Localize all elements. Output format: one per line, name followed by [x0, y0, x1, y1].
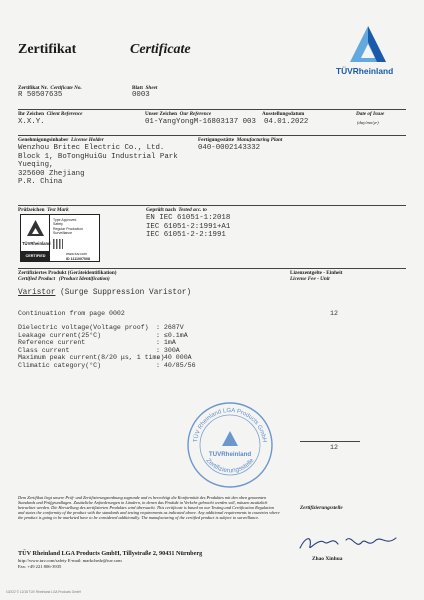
spec-key: Climatic category(°C)	[18, 361, 102, 369]
standards-label-de: Geprüft nach	[146, 207, 176, 213]
product-name: Varistor	[18, 289, 56, 297]
plant-label-de: Fertigungsstätte	[198, 137, 235, 143]
fee-value: 12	[330, 310, 338, 317]
fee-label-en: License Fee - Unit	[290, 276, 330, 282]
sheet-no: 0003	[132, 91, 150, 99]
client-ref: X.X.Y.	[18, 118, 45, 126]
plant-id: 040-0002143332	[198, 144, 261, 152]
spec-value: : 40/85/56	[156, 361, 196, 369]
fee-value-2: 12	[330, 444, 338, 451]
cert-no: R 50507635	[18, 91, 63, 99]
mark-label-de: Prüfzeichen	[18, 207, 45, 213]
product-label-en-a: Certified Product	[18, 276, 56, 282]
holder-line: Wenzhou Britec Electric Co., Ltd.	[18, 144, 165, 152]
standards-label-en: Tested acc. to	[178, 207, 207, 213]
seal-bottom-text: Zertifizierungsstelle	[204, 457, 256, 475]
spec-key: Class current	[18, 346, 70, 354]
spec-key: Reference current	[18, 339, 86, 347]
spec-row	[18, 332, 196, 340]
spec-value: : 40 000A	[156, 354, 192, 362]
standards-list	[146, 214, 230, 240]
spec-row	[18, 339, 196, 347]
badge-qr-icon	[53, 239, 63, 249]
cert-no-label-de: Zertifikat Nr.	[18, 85, 48, 91]
spec-list	[18, 324, 196, 370]
spec-row	[18, 362, 196, 370]
holder-label-en: License Holder	[71, 137, 104, 143]
standard-item: IEC 61051-2:1991+A1	[146, 222, 231, 231]
badge-line: Safety	[53, 222, 63, 227]
holder-line: Yueqing,	[18, 161, 54, 170]
badge-certified: CERTIFIED	[21, 251, 50, 262]
holder-line: 325600 Zhejiang	[18, 169, 85, 178]
issue-date: 04.01.2022	[264, 118, 309, 126]
standard-item: EN IEC 61051-1:2018	[146, 214, 231, 222]
test-mark-badge	[20, 214, 100, 262]
badge-url: www.tuv.com	[66, 252, 87, 256]
sheet-label-de: Blatt	[132, 85, 143, 91]
tiny-print: 10/222 © 12/18 TÜV Rheinland LGA Products GmbH	[6, 590, 81, 594]
our-ref: 01-YangYongM-16803137 003	[145, 118, 256, 126]
certification-seal	[185, 400, 275, 490]
divider	[18, 109, 406, 110]
plant-label-en: Manufacturing Plant	[236, 137, 283, 143]
fee-label-de: Lizenzentgelte - Einheit	[290, 270, 343, 276]
spec-value: : 300A	[156, 346, 180, 354]
tuv-logo-text: TÜVRheinland	[336, 66, 394, 76]
issued-label-de: Ausstellungsdatum	[262, 111, 305, 117]
title-de: Zertifikat	[18, 42, 77, 57]
fee-underline	[300, 441, 360, 442]
divider	[18, 268, 406, 269]
badge-line: Surveillance	[53, 231, 73, 236]
holder-address	[18, 144, 178, 187]
seal-logo-text: TÜVRheinland	[208, 451, 252, 458]
spec-key: Leakage current(25°C)	[18, 331, 102, 339]
company-contact-1: http://www.tuv.com/safety E-mail: markchedz@tuv.com	[18, 558, 122, 563]
company-address: TÜV Rheinland LGA Products GmbH, Tillystraße 2, 90431 Nürnberg	[18, 550, 203, 557]
product-name-suffix: (Surge Suppression Varistor)	[55, 289, 192, 297]
svg-text:Zertifizierungsstelle	[204, 457, 255, 475]
badge-line: Regular Production	[53, 226, 83, 231]
seal-top-text: TÜV Rheinland LGA Products GmbH	[193, 407, 267, 443]
spec-value: : 2687V	[156, 324, 184, 331]
sheet-label-en: Sheet	[145, 85, 158, 91]
our-ref-label-de: Unser Zeichen	[145, 111, 178, 117]
spec-value: : 1mA	[156, 339, 176, 347]
badge-logo-panel	[21, 215, 50, 251]
holder-line: P.R. China	[18, 178, 63, 187]
spec-row	[18, 324, 196, 332]
spec-value: : ≤0.1mA	[156, 331, 188, 339]
client-ref-label-en: Client Reference	[46, 111, 83, 117]
issue-date-label-en: Date of Issue	[356, 111, 385, 117]
tuv-triangle-icon	[328, 22, 408, 68]
seal-stamp-icon	[185, 400, 275, 490]
client-ref-label-de: Ihr Zeichen	[18, 111, 44, 117]
tuv-triangle-icon	[21, 218, 50, 240]
title-en: Certificate	[130, 42, 191, 57]
mark-label-en: Test Mark	[47, 207, 69, 213]
holder-line: Block 1, BoTongHuiGu Industrial Park	[18, 152, 178, 161]
divider	[18, 135, 406, 136]
badge-logo-text: TÜVRheinland	[22, 241, 51, 246]
divider	[18, 205, 406, 206]
spec-key: Maximum peak current(8/20 μs, 1 time)	[18, 354, 165, 362]
spec-row	[18, 347, 196, 355]
badge-lines	[53, 218, 83, 236]
cert-no-label-en: Certificate No.	[50, 85, 82, 91]
cert-body-label: Zertifizierungsstelle	[300, 505, 343, 511]
date-format: (day/mo/yr)	[357, 120, 379, 125]
product-label-en-b: (Product Identification)	[58, 276, 110, 282]
badge-line: Type Approved	[53, 218, 77, 222]
company-contact-2: Fax: +49 221 806-3935	[18, 564, 62, 569]
badge-id: ID 1111007008	[66, 256, 90, 261]
spec-key: Dielectric voltage(Voltage proof)	[18, 324, 149, 331]
product-name-line	[18, 289, 191, 297]
legal-text: Dem Zertifikat liegt unsere Prüf- und Zertifizierungsordnung zugrunde und es berechtigt die Konformität des Produktes mit den oben genannten Standards und Prüfgrundlagen. Zusätzliche Anforderungen in Ländern, in denen das Produkt in Verkehr gebracht werden soll, müssen zusätzlich betrachtet werden. Die Herstellung des zertifizierten Produktes wird überwacht. This certificate is based on our Testing and Certification Regulation and states the conformity of the product with the standards and testing requirements as indicated above. Any additional requirements in countries where the product is going to be marketed have to be considered additionally. The manufacturing of the certified product is subject to surveillance.	[18, 495, 280, 521]
our-ref-label-en: Our Reference	[179, 111, 212, 117]
standard-item: IEC 61051-2-2:1991	[146, 231, 226, 240]
continuation: Continuation from page 0002	[18, 310, 125, 317]
tuv-logo	[328, 22, 408, 82]
signature-icon	[296, 530, 406, 556]
holder-label-de: Genehmigungsinhaber	[18, 137, 69, 143]
signatory-name: Zhao Xinhua	[312, 556, 343, 562]
spec-row	[18, 354, 196, 362]
product-label-de: Zertifiziertes Produkt (Geräteidentifikation)	[18, 270, 117, 276]
